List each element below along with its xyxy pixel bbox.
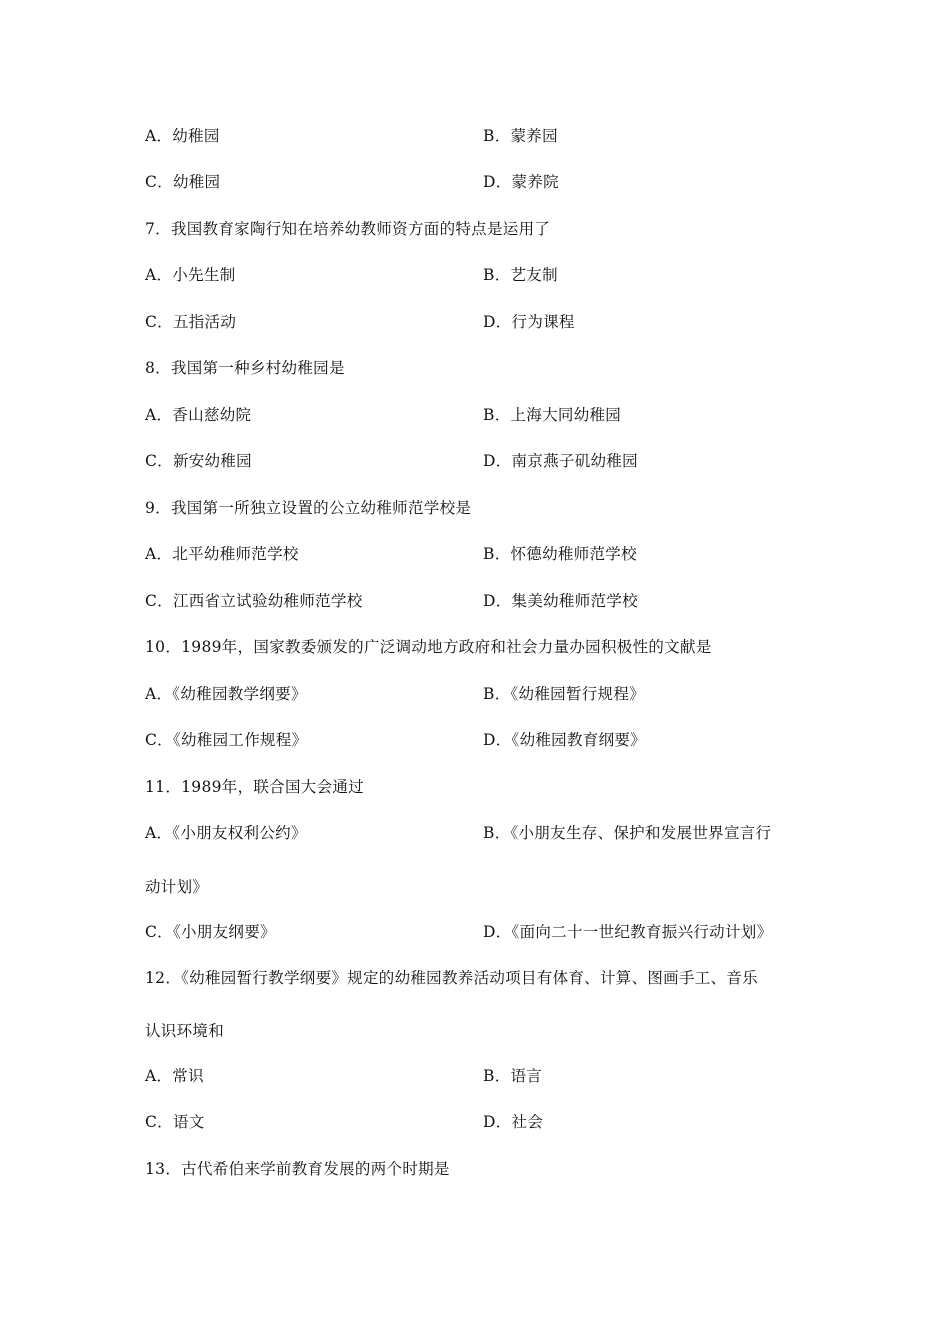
option-c: C．语文 [145, 1113, 205, 1131]
option-d: D．集美幼稚师范学校 [483, 592, 638, 610]
option-d: D．蒙养院 [483, 173, 559, 191]
question-11: 11．1989年，联合国大会通过 [145, 778, 364, 796]
option-c: C．《幼稚园工作规程》 [145, 731, 308, 749]
question-9: 9．我国第一所独立设置的公立幼稚师范学校是 [145, 499, 472, 517]
option-d: D．南京燕子矶幼稚园 [483, 452, 638, 470]
option-c: C．《小朋友纲要》 [145, 923, 276, 941]
question-12-continued: 认识环境和 [145, 1022, 225, 1040]
option-d: D．社会 [483, 1113, 544, 1131]
option-a: A．北平幼稚师范学校 [145, 545, 299, 563]
option-b: B．艺友制 [483, 266, 558, 284]
question-12: 12．《幼稚园暂行教学纲要》规定的幼稚园教养活动项目有体育、计算、图画手工、音乐 [145, 969, 758, 987]
option-b: B．蒙养园 [483, 127, 558, 145]
option-a: A．《幼稚园教学纲要》 [145, 685, 307, 703]
option-b-continued: 动计划》 [145, 878, 209, 896]
option-a: A．《小朋友权利公约》 [145, 824, 307, 842]
option-d: D．《面向二十一世纪教育振兴行动计划》 [483, 923, 773, 941]
option-b: B．《小朋友生存、保护和发展世界宣言行 [483, 824, 772, 842]
option-c: C．江西省立试验幼稚师范学校 [145, 592, 363, 610]
option-c: C．新安幼稚园 [145, 452, 252, 470]
option-a: A．常识 [145, 1067, 204, 1085]
option-a: A．小先生制 [145, 266, 236, 284]
option-c: C．五指活动 [145, 313, 237, 331]
option-a: A．香山慈幼院 [145, 406, 252, 424]
option-b: B．上海大同幼稚园 [483, 406, 622, 424]
option-b: B．怀德幼稚师范学校 [483, 545, 637, 563]
option-a: A．幼稚园 [145, 127, 220, 145]
option-d: D．行为课程 [483, 313, 575, 331]
question-10: 10．1989年，国家教委颁发的广泛调动地方政府和社会力量办园积极性的文献是 [145, 638, 712, 656]
option-c: C．幼稚园 [145, 173, 221, 191]
option-b: B．语言 [483, 1067, 543, 1085]
question-8: 8．我国第一种乡村幼稚园是 [145, 359, 345, 377]
question-13: 13．古代希伯来学前教育发展的两个时期是 [145, 1160, 450, 1178]
option-b: B．《幼稚园暂行规程》 [483, 685, 645, 703]
option-d: D．《幼稚园教育纲要》 [483, 731, 646, 749]
question-7: 7．我国教育家陶行知在培养幼教师资方面的特点是运用了 [145, 220, 551, 238]
